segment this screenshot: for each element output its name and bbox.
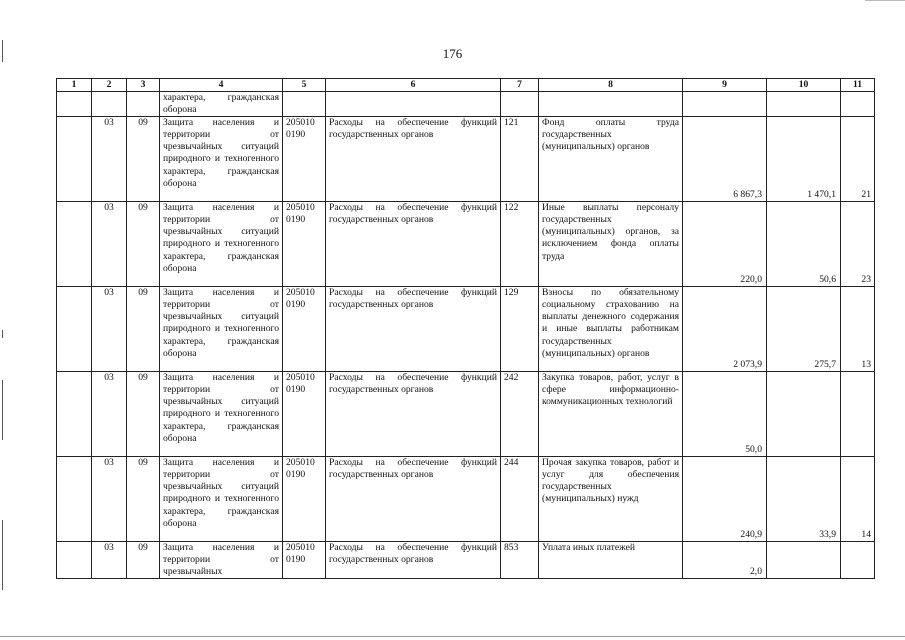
- section-code-cell: 03: [92, 117, 127, 202]
- table-cell: [57, 117, 92, 202]
- table-cell: [57, 372, 92, 457]
- margin-mark: [2, 520, 3, 590]
- table-cell: [57, 542, 92, 579]
- table-cell: [57, 287, 92, 372]
- table-cell: [767, 92, 841, 117]
- table-row: [57, 287, 875, 372]
- section-name-cell: Защита населения и территории от чрезвычайных ситуаций природного и техногенного характера, гражданская оборона: [160, 372, 283, 457]
- section-name-cell: Защита населения и территории от чрезвычайных: [160, 542, 283, 579]
- expense-type-name-cell: Уплата иных платежей: [539, 542, 683, 579]
- column-header: 7: [501, 79, 539, 92]
- column-header: 2: [92, 79, 127, 92]
- actual-amount-cell: 1 470,1: [767, 117, 841, 202]
- subsection-code-cell: 09: [127, 542, 160, 579]
- target-article-cell: 205010 0190: [283, 542, 326, 579]
- target-article-cell: 205010 0190: [283, 202, 326, 287]
- top-edge-rule: [865, 0, 905, 1]
- section-name-cell: характера, гражданская оборона: [160, 92, 283, 117]
- table-cell: [683, 92, 767, 117]
- table-row: [57, 202, 875, 287]
- actual-amount-cell: [767, 372, 841, 457]
- table-row: [57, 117, 875, 202]
- table-header-row: [57, 79, 875, 92]
- column-header: 10: [767, 79, 841, 92]
- margin-mark: [2, 380, 3, 440]
- table-cell: [539, 92, 683, 117]
- target-article-name-cell: Расходы на обеспечение функций государственных органов: [326, 202, 501, 287]
- column-header: 8: [539, 79, 683, 92]
- plan-amount-cell: 240,9: [683, 457, 767, 542]
- percent-cell: 14: [841, 457, 875, 542]
- actual-amount-cell: 50,6: [767, 202, 841, 287]
- expense-type-name-cell: Фонд оплаты труда государственных (муниципальных) органов: [539, 117, 683, 202]
- table-cell: [92, 92, 127, 117]
- expense-type-name-cell: Взносы по обязательному социальному страхованию на выплаты денежного содержания и иные выплаты работникам государственных (муниципальных) органов: [539, 287, 683, 372]
- table-cell: [57, 202, 92, 287]
- expense-type-code-cell: 129: [501, 287, 539, 372]
- column-header: 11: [841, 79, 875, 92]
- section-code-cell: 03: [92, 372, 127, 457]
- target-article-name-cell: Расходы на обеспечение функций государственных органов: [326, 457, 501, 542]
- subsection-code-cell: 09: [127, 287, 160, 372]
- column-header: 6: [326, 79, 501, 92]
- subsection-code-cell: 09: [127, 457, 160, 542]
- percent-cell: [841, 542, 875, 579]
- plan-amount-cell: 2 073,9: [683, 287, 767, 372]
- expense-type-code-cell: 121: [501, 117, 539, 202]
- actual-amount-cell: 275,7: [767, 287, 841, 372]
- subsection-code-cell: 09: [127, 202, 160, 287]
- actual-amount-cell: 33,9: [767, 457, 841, 542]
- table-row: [57, 542, 875, 579]
- section-name-cell: Защита населения и территории от чрезвычайных ситуаций природного и техногенного характера, гражданская оборона: [160, 287, 283, 372]
- expense-type-name-cell: Закупка товаров, работ, услуг в сфере информационно-коммуникационных технологий: [539, 372, 683, 457]
- target-article-name-cell: Расходы на обеспечение функций государственных органов: [326, 372, 501, 457]
- table-cell: [57, 92, 92, 117]
- table-cell: [501, 92, 539, 117]
- expense-type-code-cell: 853: [501, 542, 539, 579]
- column-header: 3: [127, 79, 160, 92]
- percent-cell: 21: [841, 117, 875, 202]
- column-header: 5: [283, 79, 326, 92]
- margin-mark: [2, 330, 3, 338]
- table-cell: [326, 92, 501, 117]
- expense-type-code-cell: 244: [501, 457, 539, 542]
- expense-type-code-cell: 122: [501, 202, 539, 287]
- expense-type-name-cell: Иные выплаты персоналу государственных (муниципальных) органов, за исключением фонда оплаты труда: [539, 202, 683, 287]
- bottom-edge-rule: [0, 636, 905, 637]
- budget-table: [56, 78, 875, 579]
- plan-amount-cell: 220,0: [683, 202, 767, 287]
- section-name-cell: Защита населения и территории от чрезвычайных ситуаций природного и техногенного характера, гражданская оборона: [160, 117, 283, 202]
- percent-cell: [841, 372, 875, 457]
- column-header: 1: [57, 79, 92, 92]
- table-cell: [283, 92, 326, 117]
- expense-type-name-cell: Прочая закупка товаров, работ и услуг для обеспечения государственных (муниципальных) нужд: [539, 457, 683, 542]
- plan-amount-cell: 50,0: [683, 372, 767, 457]
- section-code-cell: 03: [92, 457, 127, 542]
- section-code-cell: 03: [92, 202, 127, 287]
- column-header: 4: [160, 79, 283, 92]
- subsection-code-cell: 09: [127, 372, 160, 457]
- actual-amount-cell: [767, 542, 841, 579]
- target-article-cell: 205010 0190: [283, 117, 326, 202]
- target-article-cell: 205010 0190: [283, 372, 326, 457]
- expense-type-code-cell: 242: [501, 372, 539, 457]
- section-code-cell: 03: [92, 287, 127, 372]
- table-cell: [127, 92, 160, 117]
- table-row: [57, 372, 875, 457]
- section-code-cell: 03: [92, 542, 127, 579]
- percent-cell: 23: [841, 202, 875, 287]
- section-name-cell: Защита населения и территории от чрезвычайных ситуаций природного и техногенного характера, гражданская оборона: [160, 202, 283, 287]
- subsection-code-cell: 09: [127, 117, 160, 202]
- table-row: [57, 457, 875, 542]
- target-article-cell: 205010 0190: [283, 287, 326, 372]
- table-cell: [57, 457, 92, 542]
- column-header: 9: [683, 79, 767, 92]
- table-cell: [841, 92, 875, 117]
- table-row-continuation: [57, 92, 875, 117]
- target-article-name-cell: Расходы на обеспечение функций государственных органов: [326, 117, 501, 202]
- plan-amount-cell: 6 867,3: [683, 117, 767, 202]
- target-article-name-cell: Расходы на обеспечение функций государственных органов: [326, 542, 501, 579]
- page-number: 176: [442, 46, 463, 61]
- percent-cell: 13: [841, 287, 875, 372]
- target-article-cell: 205010 0190: [283, 457, 326, 542]
- plan-amount-cell: 2,0: [683, 542, 767, 579]
- target-article-name-cell: Расходы на обеспечение функций государственных органов: [326, 287, 501, 372]
- section-name-cell: Защита населения и территории от чрезвычайных ситуаций природного и техногенного характера, гражданская оборона: [160, 457, 283, 542]
